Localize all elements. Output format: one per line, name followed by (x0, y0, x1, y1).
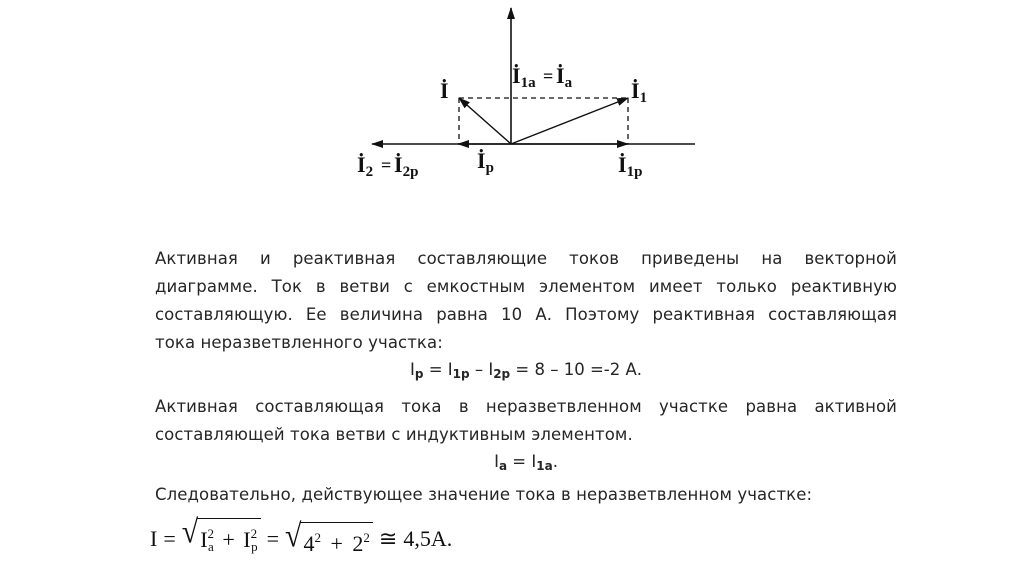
label-ip: İp (477, 148, 494, 176)
label-i: İ (440, 78, 449, 103)
paragraph-line-5: Активная составляющая тока в неразветвленном участке равна активной (155, 397, 897, 416)
formula-approx: ≅ (378, 526, 398, 551)
label-eq-sign: = (543, 66, 554, 86)
paragraph-line-4: тока неразветвленного участка: (155, 333, 443, 352)
label-i1p: İ1p (618, 152, 643, 180)
vector-diagram (0, 0, 1024, 240)
equation-ia: $I_a = I_{1a}$. (494, 452, 558, 473)
equation-ip: $I_p = I_{1p} - I_{2p} = 8 - 10 =-2$ А. (409, 360, 643, 381)
label-i2: İ2 (357, 152, 374, 180)
formula-result: 4,5А. (403, 526, 453, 551)
i1-vector (511, 98, 628, 144)
formula-eq-1: = (163, 526, 176, 551)
formula-eq-2: = (266, 526, 279, 551)
label-i1a: İ1a (512, 63, 536, 91)
label-ia: İa (556, 63, 573, 91)
paragraph-line-2: диаграмме. Ток в ветви с емкостным элементом имеет только реактивную (155, 277, 897, 296)
paragraph-line-3: составляющую. Ее величина равна 10 А. Поэтому реактивная составляющая (155, 305, 897, 324)
i-total-vector (459, 98, 511, 144)
sqrt-numeric: √ $4^2 + 2^2$ (285, 522, 373, 557)
final-formula (150, 513, 453, 560)
label-i2p: İ2p (394, 152, 419, 180)
paragraph-line-1: Активная и реактивная составляющие токов приведены на векторной (155, 249, 897, 268)
paragraph-line-7: Следовательно, действующее значение тока в неразветвленном участке: (155, 485, 813, 504)
label-i1: İ1 (631, 78, 648, 106)
label-i2-eq: = (381, 155, 392, 175)
formula-lhs: I (150, 526, 158, 551)
paragraph-line-6: составляющей тока ветви с индуктивным элементом. (155, 425, 633, 444)
sqrt-symbolic: √ $I^2_a + I^2_p$ (182, 518, 261, 560)
